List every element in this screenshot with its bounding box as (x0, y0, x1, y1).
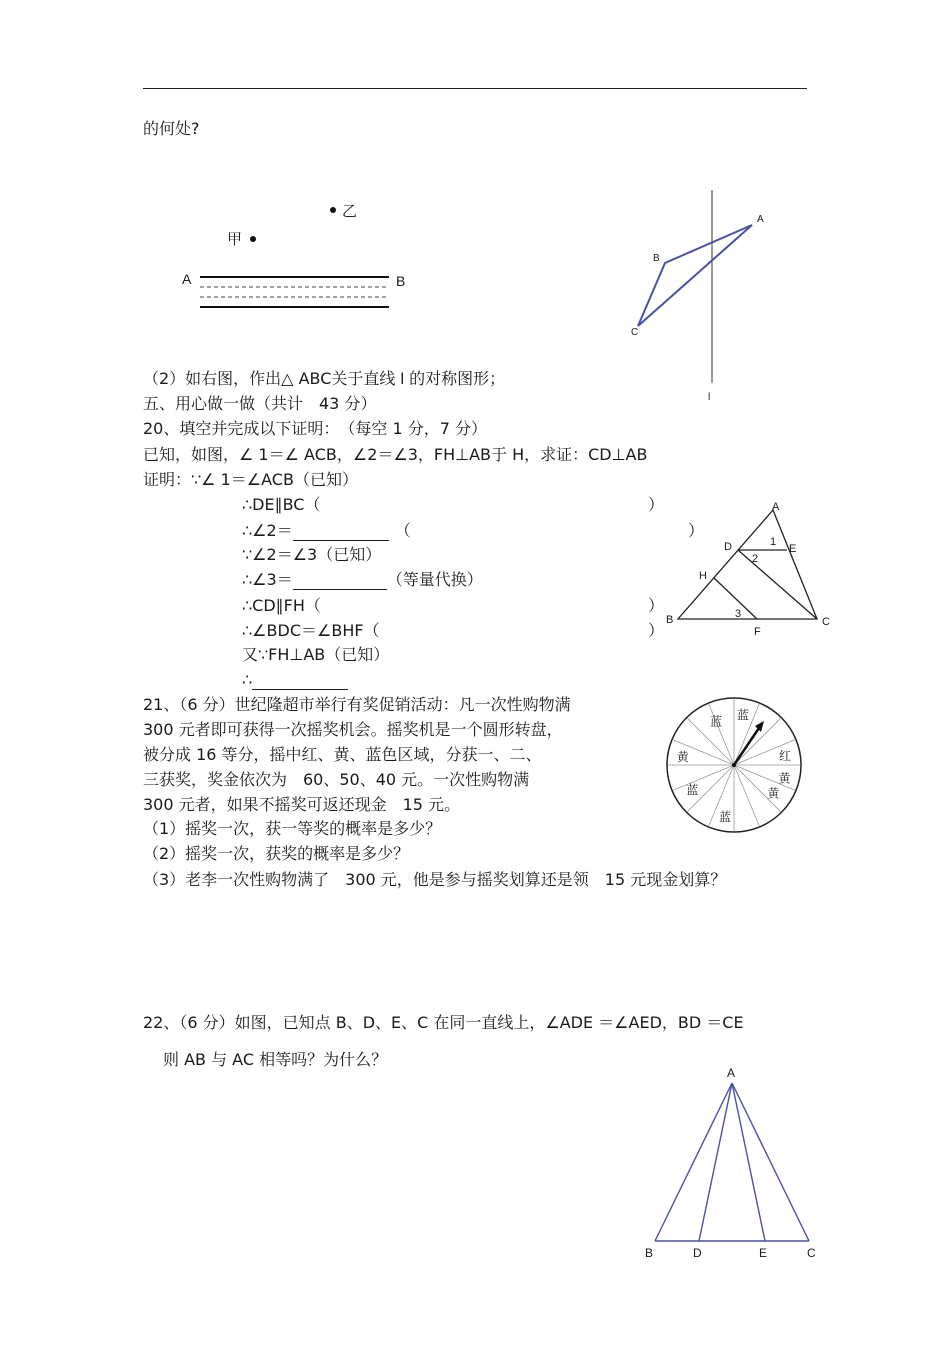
q-reflect-line: l (400, 371, 405, 388)
label-b: B (396, 273, 406, 289)
q21-line-2: 被分成 16 等分，摇中红、黄、蓝色区域，分获一、二、 (143, 745, 542, 764)
side-ad (699, 1083, 732, 1241)
q22-line-2: 则 AB 与 AC 相等吗？为什么？ (163, 1050, 388, 1069)
q22-label-e: E (759, 1246, 768, 1260)
wheel-sector-label: 蓝 (718, 810, 731, 825)
q20-label-b: B (666, 614, 674, 626)
q20-angle-3: 3 (735, 608, 742, 620)
wheel-sector-label: 蓝 (737, 707, 750, 722)
q20-equiv: （等量代换） (386, 570, 483, 589)
q22-label-a: A (727, 1066, 736, 1080)
q20-line-7: 又∵FH⊥AB（已知） (242, 645, 390, 664)
triangle-abc (638, 225, 752, 326)
q20-line-8 (242, 670, 348, 690)
q22-line-1: 22、（6 分）如图，已知点 B、D、E、C 在同一直线上，∠ADE ＝∠AED，BD ＝CE (143, 1013, 744, 1032)
q20-line-1: ∴DE∥BC（ (242, 495, 321, 514)
wheel-sector-label: 红 (779, 749, 792, 764)
prize-wheel (664, 695, 804, 835)
q20-given: 已知，如图，∠ 1＝∠ ACB，∠2＝∠3，FH⊥AB于 H，求证：CD⊥AB (143, 445, 648, 464)
q20-label-d: D (724, 541, 732, 553)
side-ac (732, 1083, 809, 1241)
q21-sub-1: （1）摇奖一次，获一等奖的概率是多少？ (143, 819, 442, 838)
wheel-sector-label: 蓝 (710, 714, 723, 729)
point-jia (250, 236, 256, 242)
q20-line-0: 证明：∵∠ 1＝∠ACB（已知） (143, 470, 358, 489)
segment-dc (738, 550, 817, 619)
q20-line-8-text: ∴ (242, 670, 253, 689)
reflect-figure (620, 185, 780, 405)
q20-angle-1: 1 (770, 536, 777, 548)
q20-close-2: ） (688, 521, 705, 540)
q21-sub-3: （3）老李一次性购物满了 300 元，他是参与摇奖划算还是领 15 元现金划算？ (143, 870, 727, 889)
q20-close-5: ） (648, 596, 665, 615)
q22-label-b: B (645, 1246, 654, 1260)
q20-line-4 (242, 570, 483, 590)
q22-label-d: D (693, 1246, 702, 1260)
q21-line-0: 21、（6 分）世纪隆超市举行有奖促销活动：凡一次性购物满 (143, 695, 571, 714)
fig-label-b: B (653, 253, 660, 264)
q21-line-1: 300 元者即可获得一次摇奖机会。摇奖机是一个圆形转盘， (143, 720, 563, 739)
side-ae (732, 1083, 765, 1241)
blank-angle2[interactable] (293, 524, 389, 541)
q-reflect (143, 369, 505, 390)
wheel-sector-label: 黄 (676, 749, 689, 764)
q20-line-5: ∴CD∥FH（ (242, 596, 321, 615)
q20-title: 20、填空并完成以下证明： （每空 1 分，7 分） (143, 419, 487, 438)
river-figure (175, 195, 415, 320)
q20-open-2: （ (394, 521, 411, 540)
wheel-center (732, 763, 736, 767)
wheel-sector-label: 黄 (767, 786, 780, 801)
q21-line-3: 三获奖，奖金依次为 60、50、40 元。一次性购物满 (143, 770, 530, 789)
q20-figure (660, 495, 840, 640)
intro-continuation: 的何处? (143, 119, 200, 138)
label-jia: 甲 (227, 231, 243, 248)
q20-line-3: ∵∠2＝∠3（已知） (242, 545, 382, 564)
blank-conclusion[interactable] (252, 673, 348, 690)
q20-line-6: ∴∠BDC＝∠BHF（ (242, 621, 380, 640)
fig-label-a: A (757, 214, 764, 225)
triangle-abc-q20 (678, 510, 817, 619)
q22-label-c: C (807, 1246, 816, 1260)
label-a: A (182, 271, 192, 287)
q20-line-2-text: ∴∠2＝ (242, 521, 293, 540)
q20-label-a: A (772, 501, 780, 513)
section5-title: 五、用心做一做（共计 43 分） (143, 394, 377, 413)
fig-label-c: C (631, 327, 639, 338)
q20-label-h: H (699, 570, 707, 582)
q20-label-e: E (789, 543, 797, 555)
q21-line-4: 300 元者，如果不摇奖可返还现金 15 元。 (143, 795, 461, 814)
q20-line-2 (242, 521, 411, 541)
blank-angle3[interactable] (293, 573, 387, 590)
label-yi: 乙 (342, 203, 358, 220)
wheel-sector-label: 蓝 (686, 783, 699, 797)
q22-figure (640, 1065, 825, 1265)
side-ab (655, 1083, 732, 1241)
q21-sub-2: （2）摇奖一次，获奖的概率是多少？ (143, 844, 410, 863)
q20-close-6: ） (648, 621, 665, 640)
point-yi (330, 207, 336, 213)
q20-label-f: F (754, 626, 761, 638)
q20-angle-2: 2 (752, 553, 759, 565)
q20-label-c: C (822, 616, 830, 628)
q-reflect-text: （2）如右图，作出△ ABC关于直线 (143, 369, 401, 388)
header-rule (143, 88, 807, 89)
wheel-sector-label: 黄 (778, 771, 791, 786)
q20-close-1: ） (648, 495, 665, 514)
q20-line-4-text: ∴∠3＝ (242, 570, 293, 589)
q-reflect-after: 的对称图形； (404, 369, 506, 388)
fig-label-l: l (708, 392, 711, 403)
